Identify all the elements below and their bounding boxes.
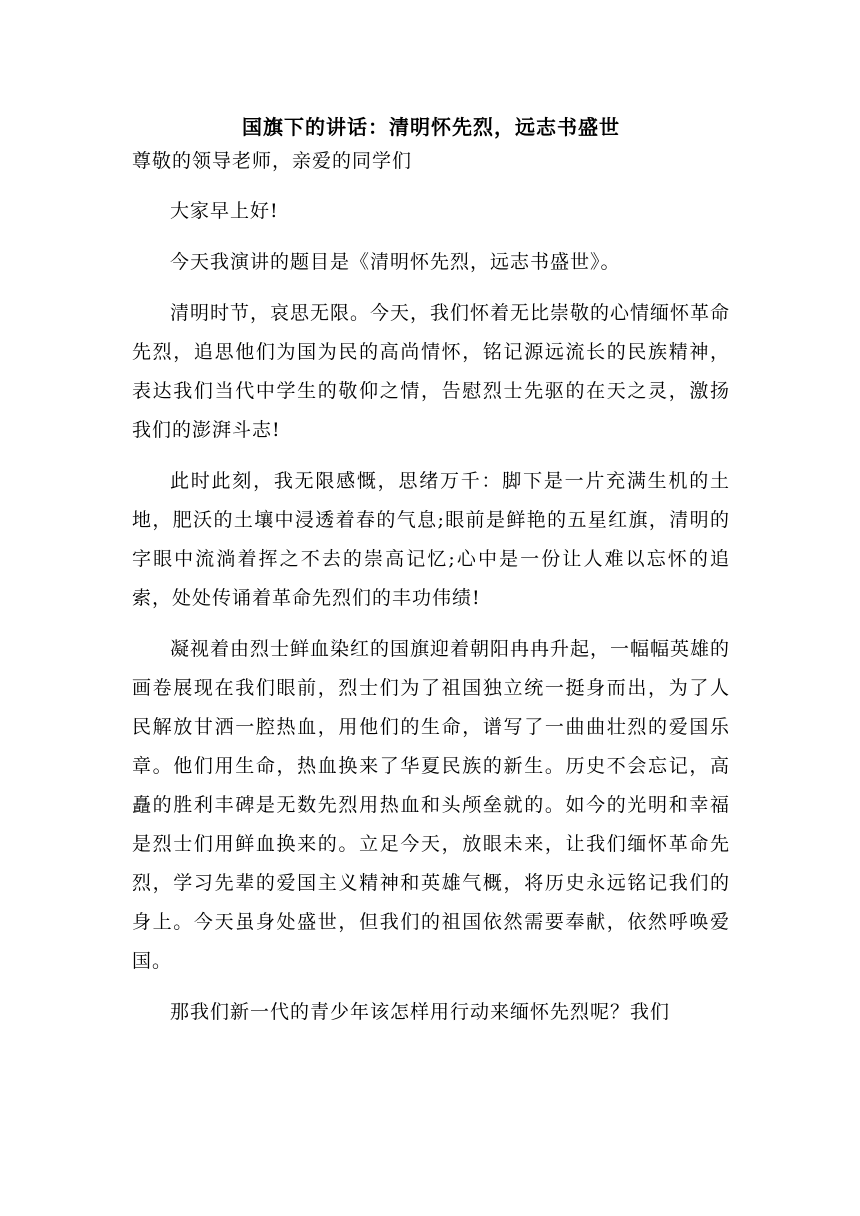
document-title: 国旗下的讲话：清明怀先烈，远志书盛世	[242, 115, 620, 139]
salutation: 尊敬的领导老师，亲爱的同学们	[132, 150, 413, 172]
paragraph-action: 那我们新一代的青少年该怎样用行动来缅怀先烈呢？我们	[170, 1001, 671, 1023]
paragraph-topic: 今天我演讲的题目是《清明怀先烈，远志书盛世》。	[170, 251, 621, 273]
paragraph-reflection: 此时此刻，我无限感慨，思绪万千：脚下是一片充满生机的土地，肥沃的土壤中浸透着春的气息;眼前是鲜艳的五星红旗，清明的字眼中流淌着挥之不去的崇高记忆;心中是一份让人难以忘怀的追索，处处传诵着革命先烈们的丰功伟绩!	[132, 470, 730, 609]
paragraph-qingming: 清明时节，哀思无限。今天，我们怀着无比崇敬的心情缅怀革命先烈，追思他们为国为民的高尚情怀，铭记源远流长的民族精神，表达我们当代中学生的敬仰之情，告慰烈士先驱的在天之灵，激扬我们的澎湃斗志!	[132, 302, 731, 441]
paragraph-greeting: 大家早上好!	[170, 200, 279, 222]
paragraph-flag: 凝视着由烈士鲜血染红的国旗迎着朝阳冉冉升起，一幅幅英雄的画卷展现在我们眼前，烈士们为了祖国独立统一挺身而出，为了人民解放甘洒一腔热血，用他们的生命，谱写了一曲曲壮烈的爱国乐章。他们用生命，热血换来了华夏民族的新生。历史不会忘记，高矗的胜利丰碑是无数先烈用热血和头颅垒就的。如今的光明和幸福是烈士们用鲜血换来的。立足今天，放眼未来，让我们缅怀革命先烈，学习先辈的爱国主义精神和英雄气概，将历史永远铭记我们的身上。今天虽身处盛世，但我们的祖国依然需要奉献，依然呼唤爱国。	[132, 638, 731, 972]
